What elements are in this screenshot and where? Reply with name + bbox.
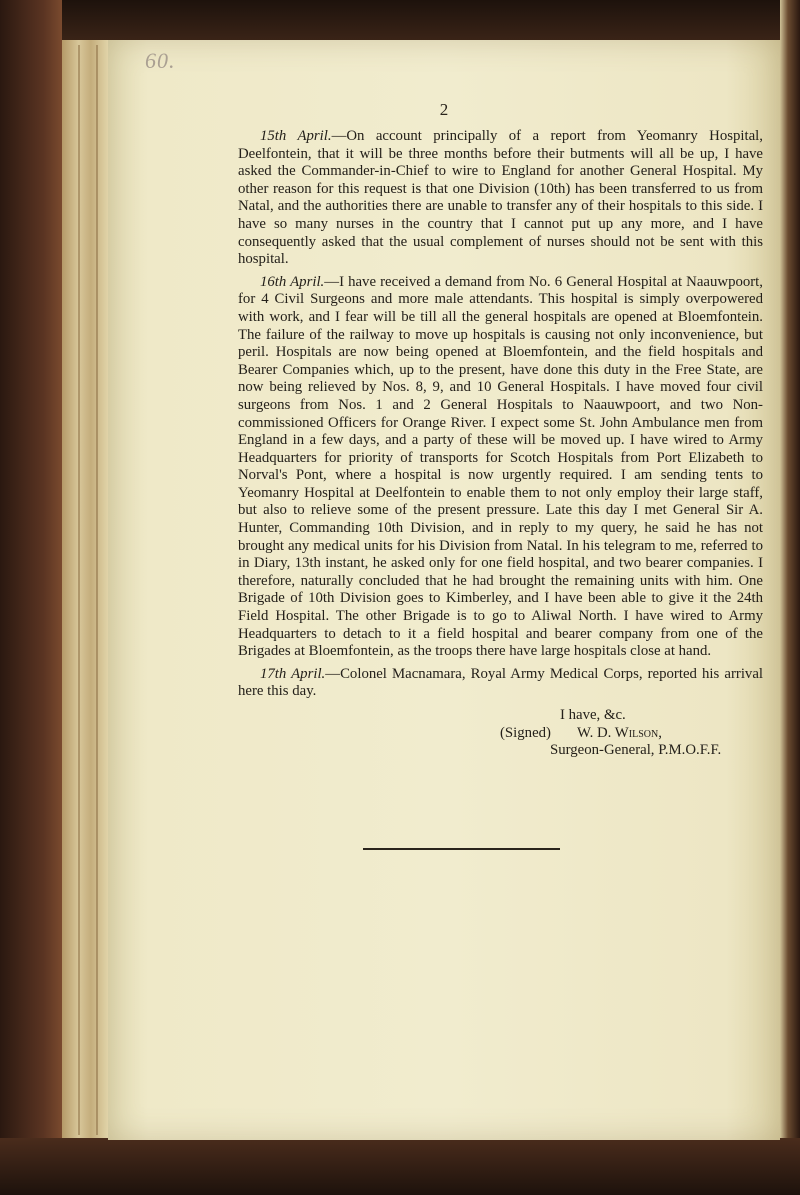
signed-label: (Signed) <box>500 724 551 741</box>
book-cover-right-edge <box>780 0 800 1195</box>
book-cover-bottom-edge <box>0 1138 800 1195</box>
entry-text: —Colonel Macnamara, Royal Army Medical Corps, reported his arrival here this day. <box>238 665 764 700</box>
entry-text: —I have received a demand from No. 6 General Hospital at Naauwpoort, for 4 Civil Surgeons and more male attendants. This hospital is simply overpowered with work, and I fear will be till all the general hospitals are opened at Bloemfontein. The failure of the railway to move up hospitals is causing not only inconvenience, but peril. Hospitals are now being opened at Bloemfontein, and the field hospitals and Bearer Companies which, up to the present, have done this duty in the Free State, are now being relieved by Nos. 8, 9, and 10 General Hospitals. I have moved four civil surgeons from Nos. 1 and 2 General Hospitals to Naauwpoort, and two Non-commissioned Officers for Orange River. I expect some St. John Ambulance men from England in a few days, and a party of these will be moved up. I have wired to Army Headquarters for priority of transports for Scotch Hospitals from Port Elizabeth to Norval's Pont, where a hospital is now urgently required. I am sending tents to Yeomanry Hospital at Deelfontein to enable them to not only employ their large staff, but also to relieve some of the present pressure. Late this day I met General Sir A. Hunter, Commanding 10th Division, and in reply to my query, he said he has not brought any medical units for his Division from Natal. In his telegram to me, referred to in Diary, 13th instant, he asked only for one field hospital, and two bearer companies. I therefore, naturally concluded that he had brought the remaining units with him. One Brigade of 10th Division goes to Kimberley, and I have been able to give it the 24th Field Hospital. The other Brigade is to go to Aliwal North. I have wired to Army Headquarters to detach to it a field hospital and bearer company from one of the Brigades at Bloemfontein, as the troops there have large hospitals close at hand. <box>238 273 763 660</box>
signatory-name: W. D. Wilson, <box>576 724 662 741</box>
page-number: 2 <box>439 100 449 119</box>
page-sheet <box>108 40 780 1140</box>
gutter-crease <box>78 45 80 1135</box>
entry-date: 17th April. <box>260 665 326 682</box>
diary-text <box>238 128 763 760</box>
salutation: I have, &c. <box>560 707 626 723</box>
gutter-crease <box>96 45 98 1135</box>
end-rule-divider <box>363 848 560 850</box>
binding-gutter <box>62 40 110 1140</box>
diary-entry-15-april <box>238 128 763 269</box>
diary-entry-17-april <box>238 666 763 701</box>
diary-entry-16-april <box>238 274 763 661</box>
entry-date: 15th April. <box>260 128 332 144</box>
signature-line <box>500 725 763 743</box>
pencil-annotation: 60. <box>145 48 176 73</box>
signatory-title: Surgeon-General, P.M.O.F.F. <box>550 742 722 759</box>
book-cover-top-edge <box>0 0 800 42</box>
letter-closing <box>500 707 763 760</box>
book-cover-left-edge <box>0 0 62 1195</box>
entry-date: 16th April. <box>260 273 325 290</box>
entry-text: —On account principally of a report from Yeomanry Hospital, Deelfontein, that it will be three months before their butments will all be up, I have asked the Commander-in-Chief to wire to England for another General Hospital. My other reason for this request is that one Division (10th) has been transferred to us from Natal, and the authorities there are unable to transfer any of their hospitals to this side. I have so many nurses in the country that I cannot put up any more, and I have consequently asked that the usual complement of nurses should not be sent with this hospital. <box>238 128 763 268</box>
